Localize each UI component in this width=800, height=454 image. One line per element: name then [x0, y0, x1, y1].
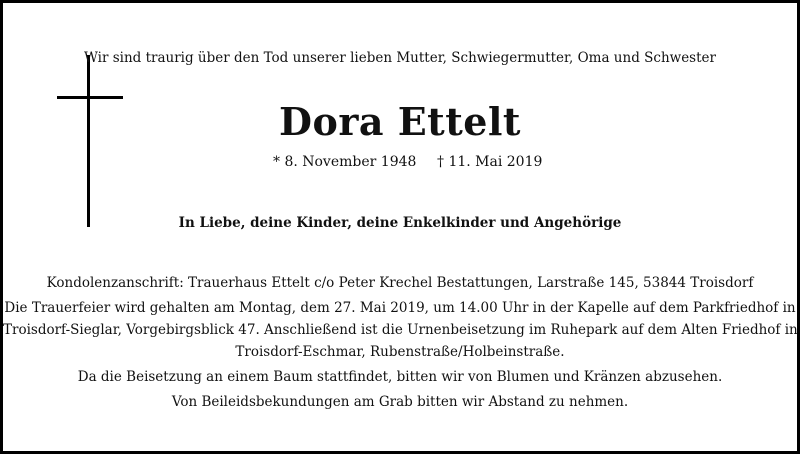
- birth-date: * 8. November 1948: [273, 154, 417, 170]
- deceased-name: Dora Ettelt: [279, 99, 521, 144]
- intro-text: Wir sind traurig über den Tod unserer lieben Mutter, Schwiegermutter, Oma und Schwester: [84, 50, 716, 66]
- family-signature: In Liebe, deine Kinder, deine Enkelkinder und Angehörige: [178, 215, 622, 231]
- condolence-note: Von Beileidsbekundungen am Grab bitten wir Abstand zu nehmen.: [171, 394, 629, 410]
- funeral-info-line: Troisdorf-Eschmar, Rubenstraße/Holbeinstraße.: [235, 344, 565, 360]
- death-date: † 11. Mai 2019: [437, 154, 543, 170]
- funeral-info-line: Troisdorf-Sieglar, Vorgebirgsblick 47. Anschließend ist die Urnenbeisetzung im Ruhepark auf dem Alten Friedhof in: [3, 322, 798, 338]
- condolence-address: Kondolenzanschrift: Trauerhaus Ettelt c/o Peter Krechel Bestattungen, Larstraße 145, 53844 Troisdorf: [46, 275, 754, 291]
- flowers-note: Da die Beisetzung an einem Baum stattfindet, bitten wir von Blumen und Kränzen abzusehen.: [77, 369, 723, 385]
- funeral-info-line: Die Trauerfeier wird gehalten am Montag, dem 27. Mai 2019, um 14.00 Uhr in der Kapelle auf dem Parkfriedhof in: [4, 300, 796, 316]
